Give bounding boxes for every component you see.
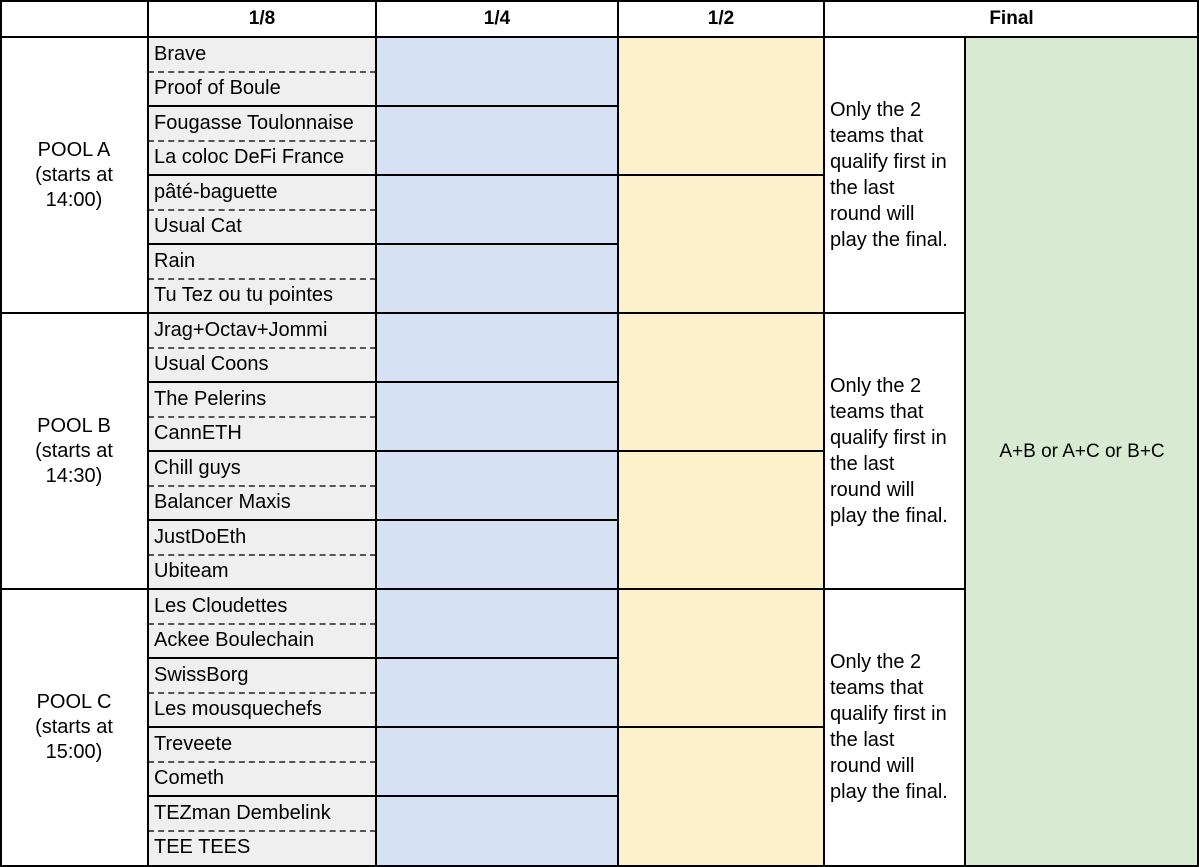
note-line: play the final. xyxy=(830,505,948,527)
header-round-of-16: 1/8 xyxy=(248,7,276,29)
grid-line xyxy=(0,0,2,867)
team-cell: TEE TEES xyxy=(148,831,376,866)
grid-line xyxy=(964,37,966,867)
pool-final-note-text xyxy=(830,373,948,529)
grid-line xyxy=(618,174,824,176)
pool-label-line: POOL B xyxy=(37,414,111,437)
pool-label xyxy=(0,313,148,589)
quarter-final-slot xyxy=(376,37,618,106)
quarter-final-slot xyxy=(376,658,618,727)
pool-final-note xyxy=(824,589,965,865)
team-divider xyxy=(148,623,376,625)
note-line: Only the 2 xyxy=(830,651,922,673)
pool-final-note-text xyxy=(830,649,948,805)
team-cell: TEZman Dembelink xyxy=(148,796,376,831)
pool-label-text xyxy=(35,138,113,213)
team-cell: Ackee Boulechain xyxy=(148,624,376,659)
header-final: Final xyxy=(989,7,1034,29)
pool-label-line: 14:00) xyxy=(45,188,103,211)
grid-line xyxy=(148,450,618,452)
note-line: the last xyxy=(830,453,895,475)
quarter-final-slot xyxy=(376,451,618,520)
grid-line xyxy=(0,588,965,590)
team-divider xyxy=(148,761,376,763)
note-line: teams that xyxy=(830,401,924,423)
pool-label-text xyxy=(35,690,113,765)
grid-line xyxy=(823,0,825,867)
grid-line xyxy=(618,450,824,452)
grid-line xyxy=(375,0,377,867)
semi-final-slot xyxy=(618,727,824,865)
grid-line xyxy=(148,105,618,107)
semi-final-slot xyxy=(618,37,824,175)
team-divider xyxy=(148,209,376,211)
team-cell: Balancer Maxis xyxy=(148,486,376,521)
semi-final-slot xyxy=(618,451,824,589)
team-cell: Cometh xyxy=(148,762,376,797)
grid-line xyxy=(617,0,619,867)
note-line: the last xyxy=(830,177,895,199)
grid-line xyxy=(148,519,618,521)
pool-label-line: POOL C xyxy=(36,690,112,713)
grid-line xyxy=(148,381,618,383)
quarter-final-slot xyxy=(376,382,618,451)
header-quarter-finals: 1/4 xyxy=(483,7,511,29)
team-cell: Proof of Boule xyxy=(148,72,376,107)
note-line: qualify first in xyxy=(830,151,947,173)
note-line: round will xyxy=(830,479,915,501)
team-cell: Rain xyxy=(148,244,376,279)
team-divider xyxy=(148,71,376,73)
team-cell: Tu Tez ou tu pointes xyxy=(148,279,376,314)
grid-line xyxy=(0,312,965,314)
pool-final-note-text xyxy=(830,97,948,253)
note-line: round will xyxy=(830,203,915,225)
team-cell: Fougasse Toulonnaise xyxy=(148,106,376,141)
pool-label-line: 15:00) xyxy=(45,740,103,763)
team-cell: SwissBorg xyxy=(148,658,376,693)
team-cell: Usual Coons xyxy=(148,348,376,383)
pool-label xyxy=(0,589,148,865)
pool-label-line: (starts at xyxy=(35,439,113,462)
grid-line xyxy=(0,0,1199,2)
team-cell: The Pelerins xyxy=(148,382,376,417)
quarter-final-slot xyxy=(376,520,618,589)
team-cell: Jrag+Octav+Jommi xyxy=(148,313,376,348)
team-divider xyxy=(148,347,376,349)
note-line: Only the 2 xyxy=(830,99,922,121)
team-cell: Brave xyxy=(148,37,376,72)
team-cell: Usual Cat xyxy=(148,210,376,245)
team-divider xyxy=(148,278,376,280)
team-cell: pâté-baguette xyxy=(148,175,376,210)
quarter-final-slot xyxy=(376,589,618,658)
grid-line xyxy=(148,795,618,797)
team-divider xyxy=(148,140,376,142)
pool-label-line: (starts at xyxy=(35,715,113,738)
pool-label-text xyxy=(35,414,113,489)
note-line: play the final. xyxy=(830,229,948,251)
semi-final-slot xyxy=(618,175,824,313)
semi-final-slot xyxy=(618,313,824,451)
quarter-final-slot xyxy=(376,106,618,175)
note-line: play the final. xyxy=(830,781,948,803)
grid-line xyxy=(0,36,1199,38)
note-line: round will xyxy=(830,755,915,777)
quarter-final-slot xyxy=(376,175,618,244)
pool-label-line: 14:30) xyxy=(45,464,103,487)
final-cell: A+B or A+C or B+C xyxy=(965,37,1199,867)
note-line: Only the 2 xyxy=(830,375,922,397)
pool-final-note xyxy=(824,37,965,313)
team-divider xyxy=(148,416,376,418)
pool-label-line: (starts at xyxy=(35,163,113,186)
note-line: teams that xyxy=(830,677,924,699)
pool-final-note xyxy=(824,313,965,589)
team-cell: CannETH xyxy=(148,417,376,452)
team-cell: Treveete xyxy=(148,727,376,762)
team-cell: Ubiteam xyxy=(148,555,376,590)
header-semi-finals: 1/2 xyxy=(707,7,735,29)
grid-line xyxy=(147,0,149,867)
grid-line xyxy=(148,174,618,176)
note-line: qualify first in xyxy=(830,427,947,449)
grid-line xyxy=(618,726,824,728)
quarter-final-slot xyxy=(376,244,618,313)
team-cell: Les mousquechefs xyxy=(148,693,376,728)
team-divider xyxy=(148,554,376,556)
team-divider xyxy=(148,485,376,487)
note-line: qualify first in xyxy=(830,703,947,725)
note-line: the last xyxy=(830,729,895,751)
quarter-final-slot xyxy=(376,313,618,382)
team-cell: La coloc DeFi France xyxy=(148,141,376,176)
quarter-final-slot xyxy=(376,727,618,796)
grid-line xyxy=(148,243,618,245)
team-cell: JustDoEth xyxy=(148,520,376,555)
pool-label xyxy=(0,37,148,313)
pool-label-line: POOL A xyxy=(37,138,111,161)
team-divider xyxy=(148,830,376,832)
team-cell: Chill guys xyxy=(148,451,376,486)
quarter-final-slot xyxy=(376,796,618,865)
team-divider xyxy=(148,692,376,694)
note-line: teams that xyxy=(830,125,924,147)
semi-final-slot xyxy=(618,589,824,727)
grid-line xyxy=(148,657,618,659)
grid-line xyxy=(148,726,618,728)
team-cell: Les Cloudettes xyxy=(148,589,376,624)
